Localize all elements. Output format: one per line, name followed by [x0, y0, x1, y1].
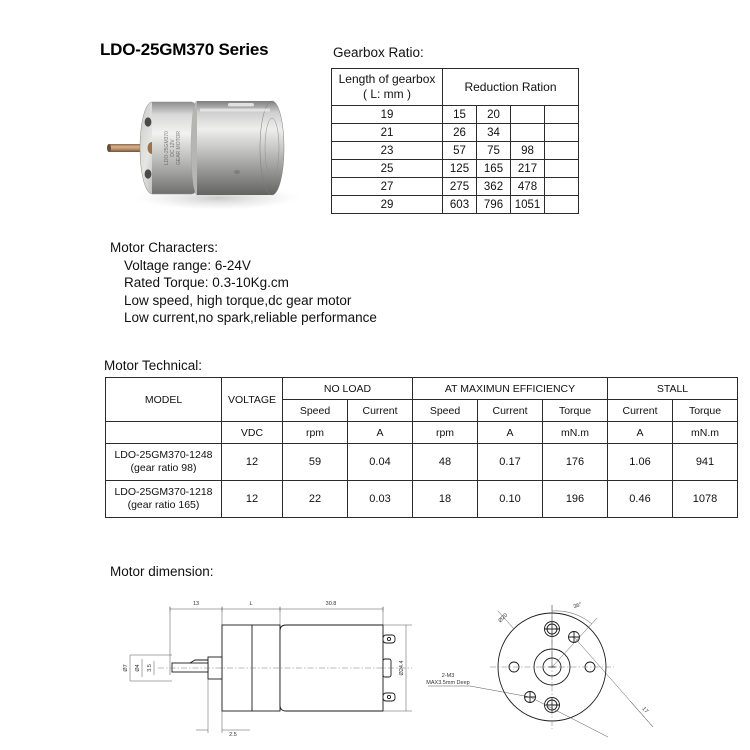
gearbox-length-header-line2: ( L: mm ) — [363, 87, 411, 101]
ratio-value: 75 — [477, 142, 511, 160]
no-load-group-header: NO LOAD — [283, 378, 413, 400]
maxeff-current-value: 0.10 — [478, 481, 543, 518]
units-voltage-cell: VDC — [222, 422, 283, 444]
table-row — [106, 481, 738, 518]
ratio-value — [545, 196, 579, 214]
voltage-value: 12 — [222, 481, 283, 518]
noload-speed-value: 22 — [283, 481, 348, 518]
gearbox-length-header-line1: Length of gearbox — [338, 72, 436, 86]
thread-note-line1: 2-M3 — [441, 673, 455, 679]
units-cell: mN.m — [673, 422, 738, 444]
tab-dim-label: 17 — [640, 706, 650, 715]
subheader-cell: Current — [608, 400, 673, 422]
motor-characters-line: Voltage range: 6-24V — [124, 257, 251, 273]
units-cell: A — [478, 422, 543, 444]
table-header-row — [106, 378, 738, 400]
units-cell: A — [608, 422, 673, 444]
motor-technical-table — [105, 377, 738, 518]
ratio-value — [511, 106, 545, 124]
reduction-ration-header: Reduction Ration — [443, 69, 579, 106]
ratio-value: 57 — [443, 142, 477, 160]
gearbox-length-value: 23 — [332, 142, 443, 160]
motor-dimension-section-label: Motor dimension: — [110, 564, 214, 579]
ratio-value: 217 — [511, 160, 545, 178]
model-name-line2: (gear ratio 165) — [127, 499, 200, 511]
units-cell: mN.m — [543, 422, 608, 444]
gearbox-length-value: 19 — [332, 106, 443, 124]
stall-current-value: 1.06 — [608, 444, 673, 481]
table-units-row — [106, 422, 738, 444]
units-blank-cell — [106, 422, 222, 444]
motor-product-photo — [100, 86, 325, 231]
subheader-cell: Current — [478, 400, 543, 422]
table-row — [332, 178, 579, 196]
gearbox-length-value: 27 — [332, 178, 443, 196]
subheader-cell: Torque — [673, 400, 738, 422]
svg-text:GEAR MOTOR: GEAR MOTOR — [176, 130, 182, 166]
voltage-header: VOLTAGE — [222, 378, 283, 422]
voltage-value: 12 — [222, 444, 283, 481]
gearbox-ratio-section-label: Gearbox Ratio: — [333, 45, 424, 60]
maxeff-torque-value: 196 — [543, 481, 608, 518]
subheader-cell: Speed — [283, 400, 348, 422]
stall-torque-value: 1078 — [673, 481, 738, 518]
ratio-value: 275 — [443, 178, 477, 196]
bolt-circle-label: Ø20 — [497, 612, 510, 625]
dim-2-5-label: 2.5 — [229, 732, 237, 738]
front-view-drawing — [426, 602, 653, 737]
ratio-value — [545, 142, 579, 160]
units-cell: rpm — [283, 422, 348, 444]
dim-shaft-outer-label: Ø7 — [123, 664, 129, 672]
subheader-cell: Torque — [543, 400, 608, 422]
dim-13-label: 13 — [192, 601, 200, 607]
units-cell: A — [348, 422, 413, 444]
noload-current-value: 0.04 — [348, 444, 413, 481]
gearbox-length-value: 25 — [332, 160, 443, 178]
ratio-value: 1051 — [511, 196, 545, 214]
maxeff-speed-value: 48 — [413, 444, 478, 481]
dim-L-label: L — [249, 601, 253, 607]
angle-36-label: 36° — [572, 601, 583, 611]
model-name-line1: LDO-25GM370-1218 — [114, 486, 213, 498]
ratio-value: 15 — [443, 106, 477, 124]
ratio-value: 20 — [477, 106, 511, 124]
model-header: MODEL — [106, 378, 222, 422]
stall-group-header: STALL — [608, 378, 738, 400]
svg-text:LDO-25GM370: LDO-25GM370 — [164, 131, 170, 165]
maxeff-current-value: 0.17 — [478, 444, 543, 481]
ratio-value — [545, 124, 579, 142]
subheader-cell: Speed — [413, 400, 478, 422]
ratio-value: 478 — [511, 178, 545, 196]
motor-dimension-drawing — [100, 585, 720, 745]
table-row — [106, 444, 738, 481]
ratio-value: 796 — [477, 196, 511, 214]
gearbox-length-header — [332, 69, 443, 106]
units-cell: rpm — [413, 422, 478, 444]
side-view-drawing — [123, 601, 412, 738]
ratio-value — [545, 160, 579, 178]
motor-characters-line: Rated Torque: 0.3-10Kg.cm — [124, 275, 289, 291]
dim-shaft-label: Ø4 — [135, 664, 141, 672]
ratio-value: 362 — [477, 178, 511, 196]
motor-characters-block — [110, 239, 377, 327]
noload-speed-value: 59 — [283, 444, 348, 481]
gearbox-length-value: 21 — [332, 124, 443, 142]
page-title: LDO-25GM370 Series — [100, 40, 269, 59]
model-name-line2: (gear ratio 98) — [130, 462, 197, 474]
dim-body-diameter-label: Ø24.4 — [399, 660, 405, 676]
table-row — [332, 124, 579, 142]
noload-current-value: 0.03 — [348, 481, 413, 518]
table-row — [332, 142, 579, 160]
ratio-value — [511, 124, 545, 142]
stall-torque-value: 941 — [673, 444, 738, 481]
model-name-line1: LDO-25GM370-1248 — [114, 449, 213, 461]
motor-characters-heading: Motor Characters: — [110, 240, 219, 255]
motor-characters-line: Low current,no spark,reliable performance — [124, 310, 377, 326]
ratio-value: 26 — [443, 124, 477, 142]
ratio-value: 34 — [477, 124, 511, 142]
maxeff-torque-value: 176 — [543, 444, 608, 481]
ratio-value — [545, 106, 579, 124]
ratio-value: 165 — [477, 160, 511, 178]
ratio-value — [545, 178, 579, 196]
gearbox-ratio-table — [331, 68, 579, 214]
ratio-value: 125 — [443, 160, 477, 178]
motor-technical-section-label: Motor Technical: — [104, 358, 203, 373]
table-row — [332, 160, 579, 178]
table-row — [332, 196, 579, 214]
max-efficiency-group-header: AT MAXIMUN EFFICIENCY — [413, 378, 608, 400]
dim-30-8-label: 30.8 — [325, 601, 337, 607]
thread-note-line2: MAX3.5mm Deep — [426, 680, 470, 686]
motor-characters-line: Low speed, high torque,dc gear motor — [124, 292, 352, 308]
maxeff-speed-value: 18 — [413, 481, 478, 518]
dim-flat-label: 3.5 — [147, 664, 153, 672]
table-row — [332, 106, 579, 124]
model-name-cell — [106, 481, 222, 518]
table-header-row — [332, 69, 579, 106]
ratio-value: 98 — [511, 142, 545, 160]
stall-current-value: 0.46 — [608, 481, 673, 518]
svg-text:DC 12V: DC 12V — [170, 139, 176, 157]
gearbox-length-value: 29 — [332, 196, 443, 214]
model-name-cell — [106, 444, 222, 481]
subheader-cell: Current — [348, 400, 413, 422]
ratio-value: 603 — [443, 196, 477, 214]
